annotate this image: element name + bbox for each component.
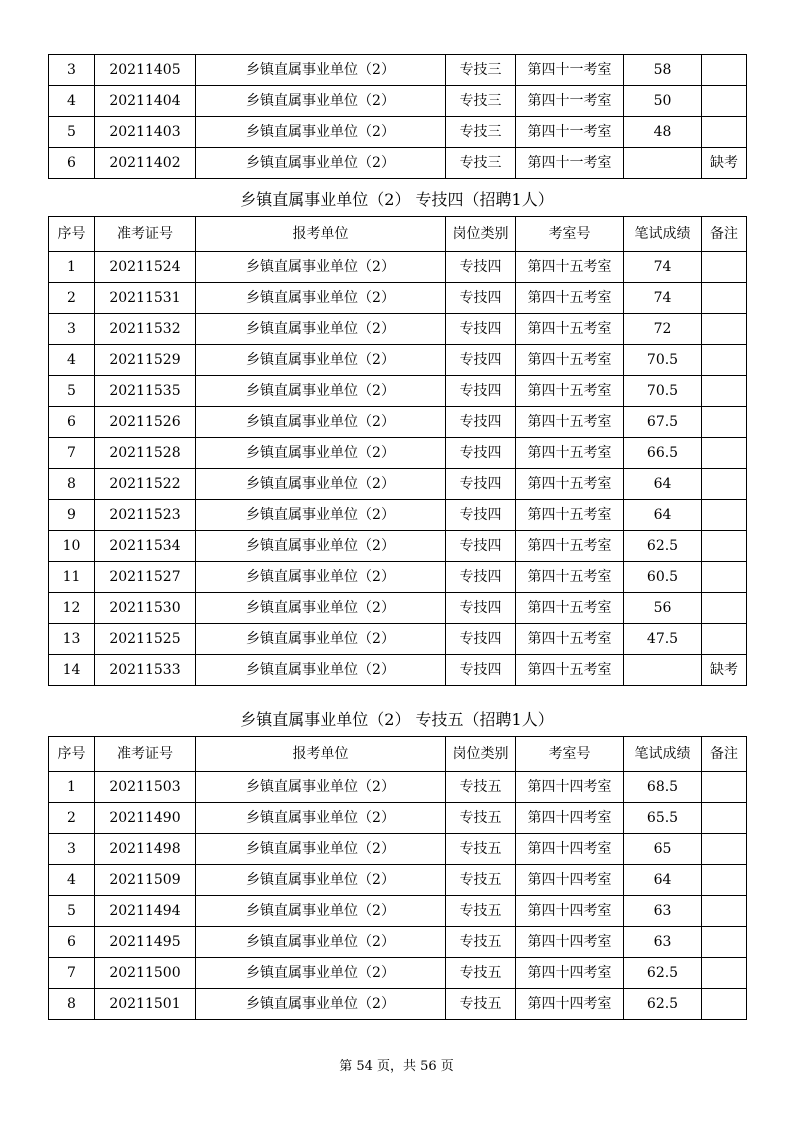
cell-seq: 10 <box>49 531 95 562</box>
cell-score: 62.5 <box>624 958 702 989</box>
cell-score: 67.5 <box>624 407 702 438</box>
cell-remark <box>702 500 747 531</box>
table-row <box>49 593 747 624</box>
cell-score: 60.5 <box>624 562 702 593</box>
cell-post-type: 专技五 <box>446 865 516 896</box>
cell-room: 第四十四考室 <box>516 896 624 927</box>
table-row <box>49 500 747 531</box>
table-row <box>49 896 747 927</box>
cell-remark <box>702 803 747 834</box>
cell-unit: 乡镇直属事业单位（2） <box>196 55 446 86</box>
cell-unit: 乡镇直属事业单位（2） <box>196 834 446 865</box>
cell-exam-id: 20211525 <box>95 624 196 655</box>
header-post-type: 岗位类别 <box>446 737 516 772</box>
cell-remark <box>702 86 747 117</box>
cell-room: 第四十一考室 <box>516 117 624 148</box>
cell-room: 第四十五考室 <box>516 593 624 624</box>
page-number: 第 54 页，共 56 页 <box>339 1059 454 1074</box>
header-remark: 备注 <box>702 217 747 252</box>
cell-unit: 乡镇直属事业单位（2） <box>196 772 446 803</box>
cell-room: 第四十五考室 <box>516 314 624 345</box>
cell-remark <box>702 562 747 593</box>
cell-remark <box>702 772 747 803</box>
cell-score <box>624 148 702 179</box>
table-header-row <box>49 217 747 252</box>
table-row <box>49 989 747 1020</box>
cell-unit: 乡镇直属事业单位（2） <box>196 927 446 958</box>
cell-unit: 乡镇直属事业单位（2） <box>196 562 446 593</box>
cell-post-type: 专技五 <box>446 927 516 958</box>
table-row <box>49 55 747 86</box>
cell-seq: 9 <box>49 500 95 531</box>
cell-room: 第四十四考室 <box>516 927 624 958</box>
table-body <box>49 772 747 1020</box>
cell-seq: 2 <box>49 283 95 314</box>
cell-score: 62.5 <box>624 531 702 562</box>
cell-room: 第四十四考室 <box>516 865 624 896</box>
table-body <box>49 55 747 179</box>
cell-score: 70.5 <box>624 345 702 376</box>
cell-seq: 4 <box>49 865 95 896</box>
cell-room: 第四十一考室 <box>516 148 624 179</box>
cell-exam-id: 20211509 <box>95 865 196 896</box>
table-row <box>49 803 747 834</box>
cell-remark <box>702 376 747 407</box>
cell-exam-id: 20211503 <box>95 772 196 803</box>
cell-post-type: 专技四 <box>446 314 516 345</box>
cell-remark <box>702 314 747 345</box>
cell-room: 第四十五考室 <box>516 438 624 469</box>
cell-score: 47.5 <box>624 624 702 655</box>
cell-room: 第四十四考室 <box>516 958 624 989</box>
cell-remark <box>702 438 747 469</box>
cell-room: 第四十四考室 <box>516 772 624 803</box>
table-row <box>49 345 747 376</box>
cell-room: 第四十五考室 <box>516 655 624 686</box>
cell-remark <box>702 896 747 927</box>
cell-exam-id: 20211494 <box>95 896 196 927</box>
cell-seq: 1 <box>49 772 95 803</box>
header-exam-id: 准考证号 <box>95 217 196 252</box>
cell-room: 第四十一考室 <box>516 86 624 117</box>
cell-remark <box>702 407 747 438</box>
cell-seq: 11 <box>49 562 95 593</box>
cell-post-type: 专技四 <box>446 469 516 500</box>
table-row <box>49 407 747 438</box>
cell-exam-id: 20211501 <box>95 989 196 1020</box>
cell-post-type: 专技三 <box>446 117 516 148</box>
cell-seq: 1 <box>49 252 95 283</box>
cell-unit: 乡镇直属事业单位（2） <box>196 283 446 314</box>
cell-seq: 6 <box>49 148 95 179</box>
cell-score: 56 <box>624 593 702 624</box>
cell-post-type: 专技三 <box>446 148 516 179</box>
cell-post-type: 专技四 <box>446 438 516 469</box>
cell-exam-id: 20211534 <box>95 531 196 562</box>
cell-remark <box>702 55 747 86</box>
cell-room: 第四十四考室 <box>516 803 624 834</box>
cell-room: 第四十五考室 <box>516 283 624 314</box>
table-row <box>49 834 747 865</box>
table-row <box>49 469 747 500</box>
cell-room: 第四十五考室 <box>516 345 624 376</box>
cell-exam-id: 20211529 <box>95 345 196 376</box>
cell-unit: 乡镇直属事业单位（2） <box>196 896 446 927</box>
section-title-zhuanji4: 乡镇直属事业单位（2） 专技四（招聘1人） <box>240 190 554 209</box>
cell-score: 64 <box>624 500 702 531</box>
table-row <box>49 865 747 896</box>
cell-exam-id: 20211490 <box>95 803 196 834</box>
cell-seq: 3 <box>49 834 95 865</box>
cell-post-type: 专技三 <box>446 55 516 86</box>
cell-score: 50 <box>624 86 702 117</box>
cell-unit: 乡镇直属事业单位（2） <box>196 148 446 179</box>
cell-unit: 乡镇直属事业单位（2） <box>196 376 446 407</box>
cell-post-type: 专技四 <box>446 376 516 407</box>
cell-unit: 乡镇直属事业单位（2） <box>196 117 446 148</box>
cell-score: 62.5 <box>624 989 702 1020</box>
cell-unit: 乡镇直属事业单位（2） <box>196 531 446 562</box>
cell-score: 63 <box>624 927 702 958</box>
header-score: 笔试成绩 <box>624 217 702 252</box>
results-table-zhuanji5 <box>48 736 747 1020</box>
header-unit: 报考单位 <box>196 737 446 772</box>
cell-unit: 乡镇直属事业单位（2） <box>196 469 446 500</box>
cell-remark <box>702 989 747 1020</box>
cell-remark <box>702 345 747 376</box>
cell-post-type: 专技四 <box>446 593 516 624</box>
cell-seq: 3 <box>49 55 95 86</box>
table-header-row <box>49 737 747 772</box>
cell-seq: 5 <box>49 117 95 148</box>
cell-score: 65 <box>624 834 702 865</box>
cell-score: 66.5 <box>624 438 702 469</box>
header-remark: 备注 <box>702 737 747 772</box>
cell-exam-id: 20211404 <box>95 86 196 117</box>
cell-exam-id: 20211526 <box>95 407 196 438</box>
section-title-zhuanji5: 乡镇直属事业单位（2） 专技五（招聘1人） <box>240 710 554 729</box>
cell-seq: 7 <box>49 958 95 989</box>
header-exam-id: 准考证号 <box>95 737 196 772</box>
cell-seq: 13 <box>49 624 95 655</box>
table-row <box>49 562 747 593</box>
cell-remark <box>702 252 747 283</box>
cell-exam-id: 20211531 <box>95 283 196 314</box>
cell-remark: 缺考 <box>702 148 747 179</box>
cell-exam-id: 20211533 <box>95 655 196 686</box>
cell-seq: 5 <box>49 896 95 927</box>
results-table-zhuanji3 <box>48 54 747 179</box>
cell-room: 第四十五考室 <box>516 562 624 593</box>
cell-room: 第四十四考室 <box>516 834 624 865</box>
cell-remark <box>702 927 747 958</box>
header-room: 考室号 <box>516 737 624 772</box>
table-row <box>49 624 747 655</box>
header-unit: 报考单位 <box>196 217 446 252</box>
cell-remark <box>702 624 747 655</box>
cell-score: 64 <box>624 865 702 896</box>
cell-unit: 乡镇直属事业单位（2） <box>196 345 446 376</box>
cell-post-type: 专技四 <box>446 655 516 686</box>
cell-remark: 缺考 <box>702 655 747 686</box>
cell-exam-id: 20211522 <box>95 469 196 500</box>
cell-exam-id: 20211498 <box>95 834 196 865</box>
header-seq: 序号 <box>49 217 95 252</box>
cell-room: 第四十五考室 <box>516 376 624 407</box>
cell-remark <box>702 531 747 562</box>
cell-score: 74 <box>624 283 702 314</box>
cell-exam-id: 20211495 <box>95 927 196 958</box>
table-row <box>49 117 747 148</box>
cell-post-type: 专技五 <box>446 772 516 803</box>
cell-unit: 乡镇直属事业单位（2） <box>196 500 446 531</box>
cell-remark <box>702 283 747 314</box>
header-room: 考室号 <box>516 217 624 252</box>
cell-post-type: 专技四 <box>446 562 516 593</box>
cell-seq: 12 <box>49 593 95 624</box>
cell-unit: 乡镇直属事业单位（2） <box>196 252 446 283</box>
table-row <box>49 314 747 345</box>
cell-exam-id: 20211535 <box>95 376 196 407</box>
cell-seq: 14 <box>49 655 95 686</box>
cell-post-type: 专技三 <box>446 86 516 117</box>
cell-seq: 5 <box>49 376 95 407</box>
cell-post-type: 专技四 <box>446 345 516 376</box>
cell-room: 第四十四考室 <box>516 989 624 1020</box>
table-row <box>49 252 747 283</box>
cell-score: 68.5 <box>624 772 702 803</box>
cell-post-type: 专技四 <box>446 407 516 438</box>
results-table-zhuanji4 <box>48 216 747 686</box>
table-row <box>49 438 747 469</box>
cell-seq: 4 <box>49 86 95 117</box>
cell-remark <box>702 593 747 624</box>
cell-room: 第四十五考室 <box>516 407 624 438</box>
table-row <box>49 655 747 686</box>
cell-score: 64 <box>624 469 702 500</box>
cell-post-type: 专技五 <box>446 958 516 989</box>
cell-exam-id: 20211402 <box>95 148 196 179</box>
cell-seq: 2 <box>49 803 95 834</box>
cell-score: 58 <box>624 55 702 86</box>
cell-post-type: 专技五 <box>446 803 516 834</box>
cell-score: 70.5 <box>624 376 702 407</box>
cell-remark <box>702 865 747 896</box>
cell-exam-id: 20211524 <box>95 252 196 283</box>
cell-score: 65.5 <box>624 803 702 834</box>
cell-seq: 6 <box>49 927 95 958</box>
table-body <box>49 252 747 686</box>
cell-exam-id: 20211403 <box>95 117 196 148</box>
cell-exam-id: 20211500 <box>95 958 196 989</box>
table-row <box>49 86 747 117</box>
cell-room: 第四十五考室 <box>516 624 624 655</box>
cell-score <box>624 655 702 686</box>
cell-post-type: 专技五 <box>446 834 516 865</box>
cell-seq: 8 <box>49 469 95 500</box>
cell-exam-id: 20211405 <box>95 55 196 86</box>
header-seq: 序号 <box>49 737 95 772</box>
cell-post-type: 专技四 <box>446 283 516 314</box>
cell-unit: 乡镇直属事业单位（2） <box>196 624 446 655</box>
table-row <box>49 958 747 989</box>
cell-unit: 乡镇直属事业单位（2） <box>196 593 446 624</box>
cell-post-type: 专技五 <box>446 896 516 927</box>
cell-post-type: 专技四 <box>446 500 516 531</box>
cell-unit: 乡镇直属事业单位（2） <box>196 314 446 345</box>
cell-score: 74 <box>624 252 702 283</box>
cell-score: 63 <box>624 896 702 927</box>
cell-room: 第四十五考室 <box>516 252 624 283</box>
cell-unit: 乡镇直属事业单位（2） <box>196 86 446 117</box>
cell-seq: 4 <box>49 345 95 376</box>
table-row <box>49 772 747 803</box>
cell-seq: 6 <box>49 407 95 438</box>
cell-score: 72 <box>624 314 702 345</box>
cell-post-type: 专技五 <box>446 989 516 1020</box>
cell-room: 第四十五考室 <box>516 469 624 500</box>
cell-remark <box>702 834 747 865</box>
cell-unit: 乡镇直属事业单位（2） <box>196 803 446 834</box>
cell-post-type: 专技四 <box>446 252 516 283</box>
cell-score: 48 <box>624 117 702 148</box>
table-row <box>49 531 747 562</box>
cell-unit: 乡镇直属事业单位（2） <box>196 655 446 686</box>
cell-unit: 乡镇直属事业单位（2） <box>196 865 446 896</box>
header-score: 笔试成绩 <box>624 737 702 772</box>
cell-exam-id: 20211523 <box>95 500 196 531</box>
cell-seq: 3 <box>49 314 95 345</box>
cell-remark <box>702 469 747 500</box>
table-row <box>49 283 747 314</box>
cell-exam-id: 20211530 <box>95 593 196 624</box>
cell-unit: 乡镇直属事业单位（2） <box>196 407 446 438</box>
cell-room: 第四十五考室 <box>516 500 624 531</box>
cell-exam-id: 20211532 <box>95 314 196 345</box>
cell-room: 第四十五考室 <box>516 531 624 562</box>
cell-exam-id: 20211527 <box>95 562 196 593</box>
cell-exam-id: 20211528 <box>95 438 196 469</box>
cell-remark <box>702 117 747 148</box>
table-row <box>49 148 747 179</box>
table-row <box>49 376 747 407</box>
table-row <box>49 927 747 958</box>
cell-seq: 8 <box>49 989 95 1020</box>
cell-unit: 乡镇直属事业单位（2） <box>196 438 446 469</box>
cell-post-type: 专技四 <box>446 624 516 655</box>
cell-room: 第四十一考室 <box>516 55 624 86</box>
cell-unit: 乡镇直属事业单位（2） <box>196 989 446 1020</box>
cell-remark <box>702 958 747 989</box>
cell-unit: 乡镇直属事业单位（2） <box>196 958 446 989</box>
cell-post-type: 专技四 <box>446 531 516 562</box>
header-post-type: 岗位类别 <box>446 217 516 252</box>
cell-seq: 7 <box>49 438 95 469</box>
